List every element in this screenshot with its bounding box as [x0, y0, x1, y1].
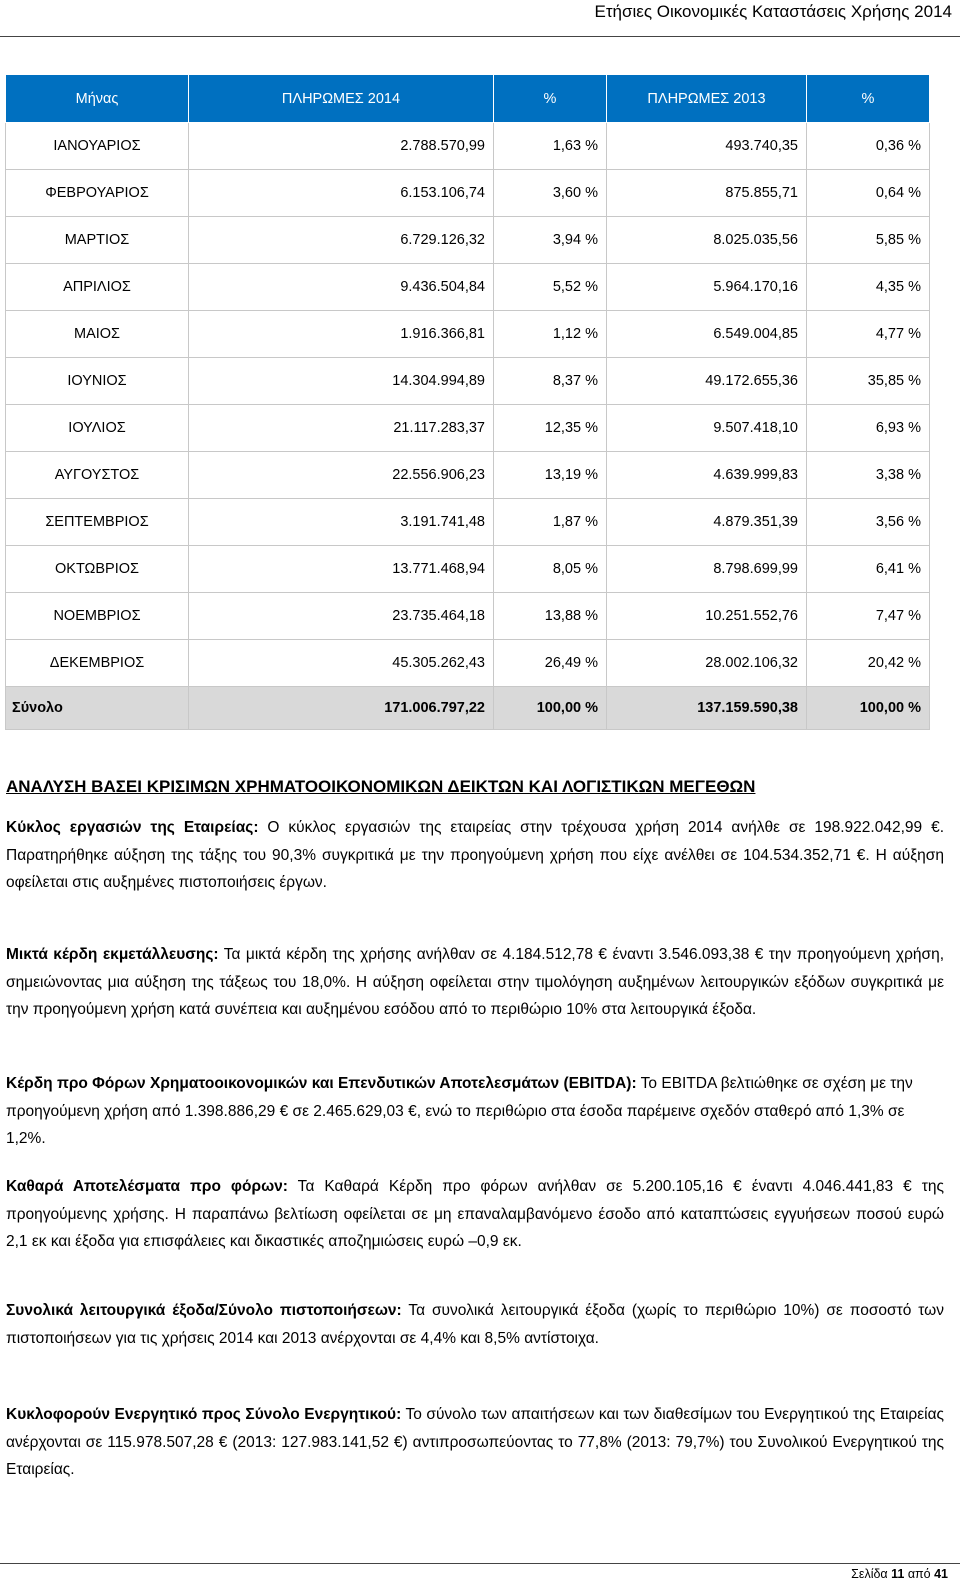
payments-2013-cell: 9.507.418,10: [607, 405, 807, 452]
paragraph-text: Τα μικτά κέρδη της χρήσης ανήλθαν σε 4.184.512,78 € έναντι 3.546.093,38 € την προηγούμενη χρήση, σημειώνοντας μια αύξηση της τάξεως του 18,0%. Η αύξηση οφείλεται στην τιμολόγηση αυξημένων λειτουργικών εξόδων συγκριτικά με την προηγούμενη χρήση κατά συνέπεια και αυξημένου εσόδου από το περιθώριο 10% στα λειτουργικά έξοδα.: [6, 946, 944, 1018]
payments-2013-cell: 493.740,35: [607, 123, 807, 170]
column-header-payments-2014: ΠΛΗΡΩΜΕΣ 2014: [189, 75, 494, 123]
paragraph-turnover: [6, 814, 944, 897]
column-header-percent-2013: %: [807, 75, 930, 123]
payments-2013-cell: 10.251.552,76: [607, 593, 807, 640]
table-row: [6, 311, 930, 358]
percent-2013-cell: 5,85 %: [807, 217, 930, 264]
payments-2014-cell: 21.117.283,37: [189, 405, 494, 452]
month-cell: ΣΕΠΤΕΜΒΡΙΟΣ: [6, 499, 189, 546]
month-cell: ΙΟΥΛΙΟΣ: [6, 405, 189, 452]
payments-2013-cell: 137.159.590,38: [607, 687, 807, 730]
payments-2014-cell: 171.006.797,22: [189, 687, 494, 730]
column-header-month: Μήνας: [6, 75, 189, 123]
percent-2014-cell: 3,60 %: [494, 170, 607, 217]
percent-2013-cell: 4,77 %: [807, 311, 930, 358]
percent-2014-cell: 1,87 %: [494, 499, 607, 546]
table-row: [6, 640, 930, 687]
table-row: [6, 217, 930, 264]
payments-2013-cell: 6.549.004,85: [607, 311, 807, 358]
payments-2013-cell: 8.025.035,56: [607, 217, 807, 264]
table-row: [6, 123, 930, 170]
table-row: [6, 264, 930, 311]
monthly-payments-table: [5, 74, 930, 730]
percent-2014-cell: 1,63 %: [494, 123, 607, 170]
page-separator: από: [904, 1567, 935, 1581]
percent-2014-cell: 12,35 %: [494, 405, 607, 452]
payments-2014-cell: 1.916.366,81: [189, 311, 494, 358]
paragraph-ebitda: [6, 1070, 944, 1153]
paragraph-label: Μικτά κέρδη εκμετάλλευσης:: [6, 946, 219, 963]
table-row: [6, 358, 930, 405]
percent-2013-cell: 100,00 %: [807, 687, 930, 730]
payments-2014-cell: 6.153.106,74: [189, 170, 494, 217]
paragraph-text: Τα συνολικά λειτουργικά έξοδα (χωρίς το περιθώριο 10%) σε ποσοστό των πιστοποιήσεων για τις χρήσεις 2014 και 2013 ανέρχονται σε 4,4% και 8,5% αντίστοιχα.: [6, 1302, 944, 1347]
percent-2013-cell: 7,47 %: [807, 593, 930, 640]
paragraph-text: Το σύνολο των απαιτήσεων και των διαθεσίμων του Ενεργητικού της Εταιρείας ανέρχονται σε 115.978.507,28 € (2013: 127.983.141,52 €) αντιπροσωπεύοντας το 77,8% (2013: 79,7%) του Συνολικού Ενεργητικού της Εταιρείας.: [6, 1406, 945, 1478]
payments-2014-cell: 2.788.570,99: [189, 123, 494, 170]
table-row: [6, 170, 930, 217]
header-divider: [0, 36, 960, 37]
month-cell: ΜΑΡΤΙΟΣ: [6, 217, 189, 264]
payments-2013-cell: 8.798.699,99: [607, 546, 807, 593]
paragraph-text: Τα Καθαρά Κέρδη προ φόρων ανήλθαν σε 5.200.105,16 € έναντι 4.046.441,83 € της προηγούμενης χρήσης. Η παραπάνω βελτίωση οφείλεται σε μη επαναλαμβανόμενο έσοδο από καταπτώσεις εγγυήσεων ποσού ευρώ 2,1 εκ και έξοδα για επισφάλειες και δικαστικές αποζημιώσεις ευρώ –0,9 εκ.: [6, 1178, 944, 1250]
percent-2013-cell: 20,42 %: [807, 640, 930, 687]
payments-2013-cell: 875.855,71: [607, 170, 807, 217]
section-title: ΑΝΑΛΥΣΗ ΒΑΣΕΙ ΚΡΙΣΙΜΩΝ ΧΡΗΜΑΤΟΟΙΚΟΝΟΜΙΚΩΝ ΔΕΙΚΤΩΝ ΚΑΙ ΛΟΓΙΣΤΙΚΩΝ ΜΕΓΕΘΩΝ: [6, 777, 756, 796]
page-number: [851, 1566, 948, 1582]
payments-2013-cell: 28.002.106,32: [607, 640, 807, 687]
month-cell: ΑΠΡΙΛΙΟΣ: [6, 264, 189, 311]
paragraph-text: Το EBITDA βελτιώθηκε σε σχέση με την προηγούμενη χρήση από 1.398.886,29 € σε 2.465.629,03 €, ενώ το περιθώριο στα έσοδα παρέμεινε σχεδόν σταθερό από 1,3% σε 1,2%.: [6, 1075, 913, 1147]
month-cell: ΑΥΓΟΥΣΤΟΣ: [6, 452, 189, 499]
table-row: [6, 499, 930, 546]
payments-2014-cell: 9.436.504,84: [189, 264, 494, 311]
month-cell: ΔΕΚΕΜΒΡΙΟΣ: [6, 640, 189, 687]
payments-2014-cell: 13.771.468,94: [189, 546, 494, 593]
percent-2013-cell: 0,36 %: [807, 123, 930, 170]
payments-2014-cell: 14.304.994,89: [189, 358, 494, 405]
payments-2013-cell: 4.639.999,83: [607, 452, 807, 499]
percent-2014-cell: 3,94 %: [494, 217, 607, 264]
table-header-row: [6, 75, 930, 123]
payments-2013-cell: 5.964.170,16: [607, 264, 807, 311]
paragraph-gross-profit: [6, 941, 944, 1024]
payments-2014-cell: 22.556.906,23: [189, 452, 494, 499]
table-body: [6, 123, 930, 730]
percent-2014-cell: 13,88 %: [494, 593, 607, 640]
total-pages: 41: [934, 1567, 948, 1581]
payments-2014-cell: 23.735.464,18: [189, 593, 494, 640]
table-row: [6, 546, 930, 593]
paragraph-label: Κύκλος εργασιών της Εταιρείας:: [6, 819, 259, 836]
table-row: [6, 405, 930, 452]
paragraph-label: Κυκλοφορούν Ενεργητικό προς Σύνολο Ενεργητικού:: [6, 1406, 402, 1423]
paragraph-text: Ο κύκλος εργασιών της εταιρείας στην τρέχουσα χρήση 2014 ανήλθε σε 198.922.042,99 €. Παρατηρήθηκε αύξηση της τάξης του 90,3% συγκριτικά με την προηγούμενη χρήση που είχε ανέλθει σε 104.534.352,71 €. Η αύξηση οφείλεται στις αυξημένες πιστοποιήσεις έργων.: [6, 819, 944, 891]
percent-2013-cell: 3,56 %: [807, 499, 930, 546]
paragraph-operating-expenses: [6, 1297, 944, 1352]
paragraph-current-assets: [6, 1401, 944, 1484]
paragraph-label: Κέρδη προ Φόρων Χρηματοοικονομικών και Επενδυτικών Αποτελεσμάτων (EBITDA):: [6, 1075, 637, 1092]
payments-2014-cell: 6.729.126,32: [189, 217, 494, 264]
percent-2013-cell: 0,64 %: [807, 170, 930, 217]
paragraph-pretax-results: [6, 1173, 944, 1256]
footer-divider: [0, 1563, 960, 1564]
table-row: [6, 452, 930, 499]
percent-2013-cell: 4,35 %: [807, 264, 930, 311]
table-total-row: [6, 687, 930, 730]
percent-2014-cell: 26,49 %: [494, 640, 607, 687]
column-header-payments-2013: ΠΛΗΡΩΜΕΣ 2013: [607, 75, 807, 123]
current-page: 11: [891, 1567, 905, 1581]
percent-2014-cell: 5,52 %: [494, 264, 607, 311]
paragraph-label: Καθαρά Αποτελέσματα προ φόρων:: [6, 1178, 288, 1195]
month-cell: Σύνολο: [6, 687, 189, 730]
table-row: [6, 593, 930, 640]
percent-2013-cell: 35,85 %: [807, 358, 930, 405]
paragraph-label: Συνολικά λειτουργικά έξοδα/Σύνολο πιστοποιήσεων:: [6, 1302, 402, 1319]
month-cell: ΦΕΒΡΟΥΑΡΙΟΣ: [6, 170, 189, 217]
month-cell: ΜΑΙΟΣ: [6, 311, 189, 358]
percent-2013-cell: 6,41 %: [807, 546, 930, 593]
month-cell: ΙΟΥΝΙΟΣ: [6, 358, 189, 405]
month-cell: ΝΟΕΜΒΡΙΟΣ: [6, 593, 189, 640]
payments-2013-cell: 4.879.351,39: [607, 499, 807, 546]
column-header-percent-2014: %: [494, 75, 607, 123]
percent-2014-cell: 100,00 %: [494, 687, 607, 730]
month-cell: ΙΑΝΟΥΑΡΙΟΣ: [6, 123, 189, 170]
percent-2014-cell: 1,12 %: [494, 311, 607, 358]
percent-2014-cell: 8,37 %: [494, 358, 607, 405]
percent-2014-cell: 8,05 %: [494, 546, 607, 593]
percent-2013-cell: 6,93 %: [807, 405, 930, 452]
document-header-title: Ετήσιες Οικονομικές Καταστάσεις Χρήσης 2014: [594, 2, 952, 21]
payments-2014-cell: 3.191.741,48: [189, 499, 494, 546]
payments-2014-cell: 45.305.262,43: [189, 640, 494, 687]
month-cell: ΟΚΤΩΒΡΙΟΣ: [6, 546, 189, 593]
percent-2013-cell: 3,38 %: [807, 452, 930, 499]
page-prefix: Σελίδα: [851, 1567, 892, 1581]
payments-2013-cell: 49.172.655,36: [607, 358, 807, 405]
percent-2014-cell: 13,19 %: [494, 452, 607, 499]
